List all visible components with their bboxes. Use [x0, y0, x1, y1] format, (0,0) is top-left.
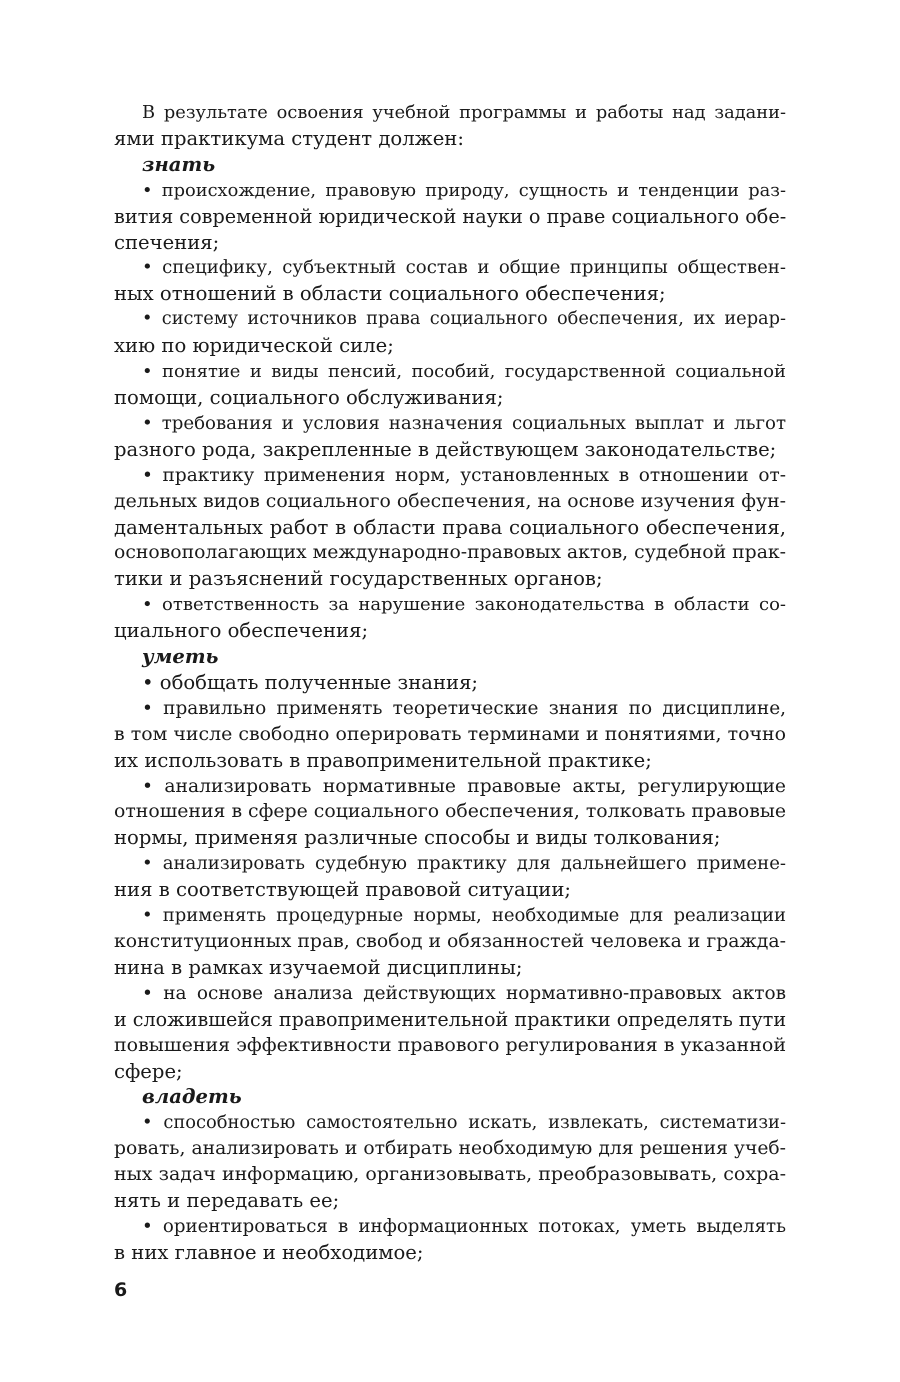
- text-line: вития современной юридической науки о праве социального обе-: [114, 204, 787, 228]
- bullet-paragraph: [114, 774, 786, 852]
- text-line: ных отношений в области социального обеспечения;: [114, 282, 666, 306]
- text-line: ных задач информацию, организовывать, преобразовывать, сохра-: [114, 1163, 786, 1186]
- text-line: ровать, анализировать и отбирать необходимую для решения учеб-: [114, 1138, 786, 1160]
- text-line: их использовать в правоприменительной практике;: [114, 748, 652, 772]
- text-line: • требования и условия назначения социальных выплат и льгот: [142, 412, 786, 434]
- text-line: • ответственность за нарушение законодательства в области со-: [142, 594, 786, 616]
- text-line: помощи, социального обслуживания;: [114, 385, 504, 409]
- intro-paragraph: [114, 100, 786, 152]
- page-number: 6: [114, 1279, 128, 1301]
- text-line: отношения в сфере социального обеспечения, толковать правовые: [114, 800, 786, 823]
- bullet-paragraph: [114, 307, 786, 359]
- page-body-text: [114, 100, 786, 1266]
- bullet-paragraph: [114, 463, 786, 593]
- text-line: • анализировать судебную практику для дальнейшего примене-: [142, 853, 786, 875]
- text-line: даментальных работ в области права социального обеспечения,: [114, 515, 786, 539]
- text-line: • обобщать полученные знания;: [142, 670, 479, 694]
- text-line: основополагающих международно-правовых актов, судебной прак-: [114, 542, 786, 564]
- text-line: хию по юридической силе;: [114, 334, 394, 358]
- bullet-paragraph: [114, 670, 786, 696]
- text-line: тики и разъяснений государственных органов;: [114, 567, 603, 591]
- section-heading: [114, 644, 786, 670]
- text-line: повышения эффективности правового регулирования в указанной: [114, 1033, 786, 1056]
- bullet-paragraph: [114, 592, 786, 644]
- bullet-paragraph: [114, 255, 786, 307]
- text-line: конституционных прав, свобод и обязанностей человека и гражда-: [114, 931, 786, 952]
- text-line: циального обеспечения;: [114, 619, 369, 643]
- text-line: • применять процедурные нормы, необходимые для реализации: [142, 905, 786, 927]
- text-line: сфере;: [114, 1059, 183, 1083]
- text-line: • систему источников права социального обеспечения, их иерар-: [142, 309, 786, 330]
- text-line: разного рода, закрепленные в действующем законодательстве;: [114, 437, 777, 461]
- text-line: спечения;: [114, 230, 220, 254]
- bullet-paragraph: [114, 1214, 786, 1266]
- text-line: • ориентироваться в информационных потоках, уметь выделять: [142, 1215, 786, 1237]
- text-line: и сложившейся правоприменительной практики определять пути: [114, 1007, 787, 1031]
- heading-text: уметь: [142, 645, 219, 669]
- text-line: В результате освоения учебной программы и работы над задани-: [142, 102, 786, 123]
- bullet-paragraph: [114, 851, 786, 903]
- section-heading: [114, 1084, 786, 1110]
- text-line: • способностью самостоятельно искать, извлекать, систематизи-: [142, 1112, 786, 1134]
- bullet-paragraph: [114, 981, 786, 1085]
- bullet-paragraph: [114, 178, 786, 256]
- text-line: в них главное и необходимое;: [114, 1240, 424, 1264]
- heading-text: знать: [142, 152, 216, 176]
- text-line: ния в соответствующей правовой ситуации;: [114, 878, 571, 902]
- bullet-paragraph: [114, 1110, 786, 1214]
- text-line: • специфику, субъектный состав и общие принципы обществен-: [142, 257, 786, 279]
- bullet-paragraph: [114, 359, 786, 411]
- text-line: • происхождение, правовую природу, сущность и тенденции раз-: [142, 179, 786, 201]
- text-line: • правильно применять теоретические знания по дисциплине,: [142, 697, 786, 719]
- text-line: нормы, применяя различные способы и виды толкования;: [114, 826, 721, 850]
- bullet-paragraph: [114, 411, 786, 463]
- heading-text: владеть: [142, 1085, 242, 1109]
- bullet-paragraph: [114, 696, 786, 774]
- bullet-paragraph: [114, 903, 786, 981]
- text-line: нина в рамках изучаемой дисциплины;: [114, 955, 523, 979]
- text-line: дельных видов социального обеспечения, на основе изучения фун-: [114, 490, 786, 512]
- text-line: ями практикума студент должен:: [114, 126, 464, 150]
- text-line: в том числе свободно оперировать терминами и понятиями, точно: [114, 722, 786, 745]
- section-heading: [114, 152, 786, 178]
- text-line: • практику применения норм, установленных в отношении от-: [142, 464, 786, 486]
- text-line: нять и передавать ее;: [114, 1189, 340, 1213]
- text-line: • на основе анализа действующих нормативно-правовых актов: [142, 982, 786, 1004]
- text-line: • понятие и виды пенсий, пособий, государственной социальной: [142, 361, 786, 383]
- text-line: • анализировать нормативные правовые акты, регулирующие: [142, 775, 786, 797]
